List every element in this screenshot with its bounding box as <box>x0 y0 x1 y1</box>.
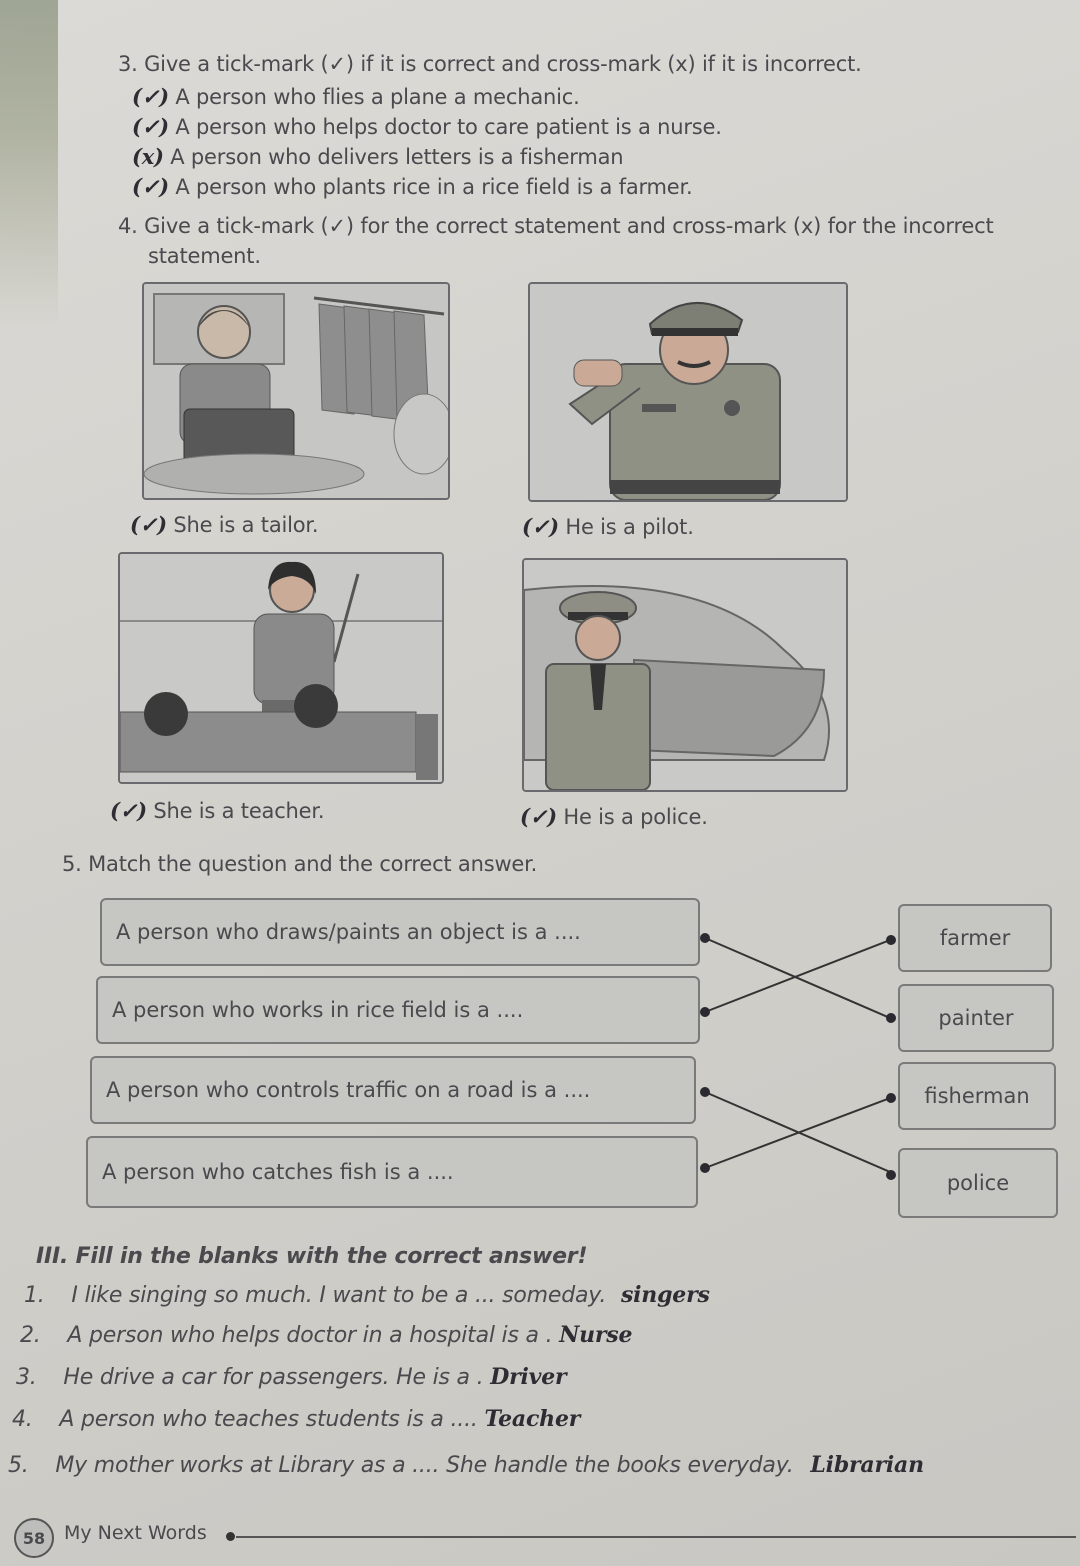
q3-item-4 <box>132 174 693 199</box>
fill-item-2-num: 2. <box>20 1323 41 1348</box>
fill-item-4 <box>12 1406 580 1432</box>
q4-item-4-mark[interactable]: (✓) <box>520 804 557 829</box>
q3-item-2 <box>132 114 722 139</box>
match-line-2 <box>705 940 890 1012</box>
fill-item-2-text: A person who helps doctor in a hospital is a . <box>67 1323 553 1348</box>
page-number: 58 <box>14 1518 54 1558</box>
q4-item-1-mark[interactable]: (✓) <box>130 512 167 537</box>
footer-title: My Next Words <box>64 1522 207 1544</box>
q3-item-2-text: A person who helps doctor to care patient is a nurse. <box>175 115 722 139</box>
soldier-illustration <box>528 282 848 502</box>
fill-item-3-text: He drive a car for passengers. He is a . <box>63 1365 484 1390</box>
fill-item-3-num: 3. <box>16 1365 37 1390</box>
q3-item-2-mark[interactable]: (✓) <box>132 114 169 139</box>
match-line-4 <box>705 1098 890 1168</box>
q4-item-3-mark[interactable]: (✓) <box>110 798 147 823</box>
fill-item-1 <box>24 1282 710 1308</box>
match-question-1[interactable]: A person who draws/paints an object is a .... <box>100 898 700 966</box>
fill-item-3 <box>16 1364 566 1390</box>
q4-instruction-line1: 4. Give a tick-mark (✓) for the correct statement and cross-mark (x) for the incorrect <box>118 214 994 238</box>
q4-item-2-text: He is a pilot. <box>565 515 694 539</box>
fill-item-1-num: 1. <box>24 1283 45 1308</box>
fill-item-2 <box>20 1322 632 1348</box>
fill-item-2-answer[interactable]: Nurse <box>559 1322 633 1348</box>
q4-item-1 <box>130 512 318 537</box>
q3-instruction: 3. Give a tick-mark (✓) if it is correct and cross-mark (x) if it is incorrect. <box>118 52 862 76</box>
q3-item-1-mark[interactable]: (✓) <box>132 84 169 109</box>
match-question-4[interactable]: A person who catches fish is a .... <box>86 1136 698 1208</box>
fill-item-5-num: 5. <box>8 1453 29 1478</box>
fill-item-5 <box>8 1452 924 1478</box>
match-dot-a2[interactable] <box>886 1013 896 1023</box>
fill-item-1-text: I like singing so much. I want to be a ... someday. <box>71 1283 607 1308</box>
q4-item-3 <box>110 798 324 823</box>
teacher-illustration <box>118 552 444 784</box>
fill-item-4-num: 4. <box>12 1407 33 1432</box>
match-dot-a3[interactable] <box>886 1093 896 1103</box>
q3-item-3-mark[interactable]: (x) <box>132 144 164 169</box>
footer-dot <box>226 1532 235 1541</box>
match-dot-q1[interactable] <box>700 933 710 943</box>
q4-item-3-text: She is a teacher. <box>153 799 325 823</box>
photo-edge <box>0 0 58 330</box>
q4-item-4 <box>520 804 708 829</box>
q3-item-4-text: A person who plants rice in a rice field is a farmer. <box>175 175 693 199</box>
fill-item-4-text: A person who teaches students is a .... <box>59 1407 478 1432</box>
match-dot-a4[interactable] <box>886 1170 896 1180</box>
q3-item-1 <box>132 84 580 109</box>
match-question-3[interactable]: A person who controls traffic on a road is a .... <box>90 1056 696 1124</box>
q4-instruction-line2: statement. <box>148 244 261 268</box>
q5-instruction: 5. Match the question and the correct answer. <box>62 852 538 876</box>
q3-item-4-mark[interactable]: (✓) <box>132 174 169 199</box>
fill-item-1-answer[interactable]: singers <box>620 1282 710 1308</box>
section-3-title: III. Fill in the blanks with the correct answer! <box>36 1244 588 1269</box>
match-answer-painter[interactable]: painter <box>898 984 1054 1052</box>
q4-item-4-text: He is a police. <box>563 805 708 829</box>
tailor-illustration <box>142 282 450 500</box>
q4-item-2-mark[interactable]: (✓) <box>522 514 559 539</box>
match-question-2[interactable]: A person who works in rice field is a .... <box>96 976 700 1044</box>
fill-item-3-answer[interactable]: Driver <box>490 1364 567 1390</box>
match-dot-q4[interactable] <box>700 1163 710 1173</box>
q3-item-3-text: A person who delivers letters is a fisherman <box>170 145 624 169</box>
match-line-3 <box>705 1092 890 1172</box>
match-answer-fisherman[interactable]: fisherman <box>898 1062 1056 1130</box>
match-dot-q3[interactable] <box>700 1087 710 1097</box>
fill-item-5-answer[interactable]: Librarian <box>810 1452 924 1478</box>
fill-item-4-answer[interactable]: Teacher <box>484 1406 581 1432</box>
q3-item-3 <box>132 144 623 169</box>
match-line-1 <box>705 938 890 1018</box>
q4-item-1-text: She is a tailor. <box>173 513 319 537</box>
match-answer-police[interactable]: police <box>898 1148 1058 1218</box>
match-answer-farmer[interactable]: farmer <box>898 904 1052 972</box>
fill-item-5-text: My mother works at Library as a .... She handle the books everyday. <box>55 1453 794 1478</box>
match-dot-a1[interactable] <box>886 935 896 945</box>
q4-item-2 <box>522 514 694 539</box>
q3-item-1-text: A person who flies a plane a mechanic. <box>175 85 580 109</box>
officer-illustration <box>522 558 848 792</box>
match-dot-q2[interactable] <box>700 1007 710 1017</box>
footer-rule <box>236 1536 1076 1538</box>
